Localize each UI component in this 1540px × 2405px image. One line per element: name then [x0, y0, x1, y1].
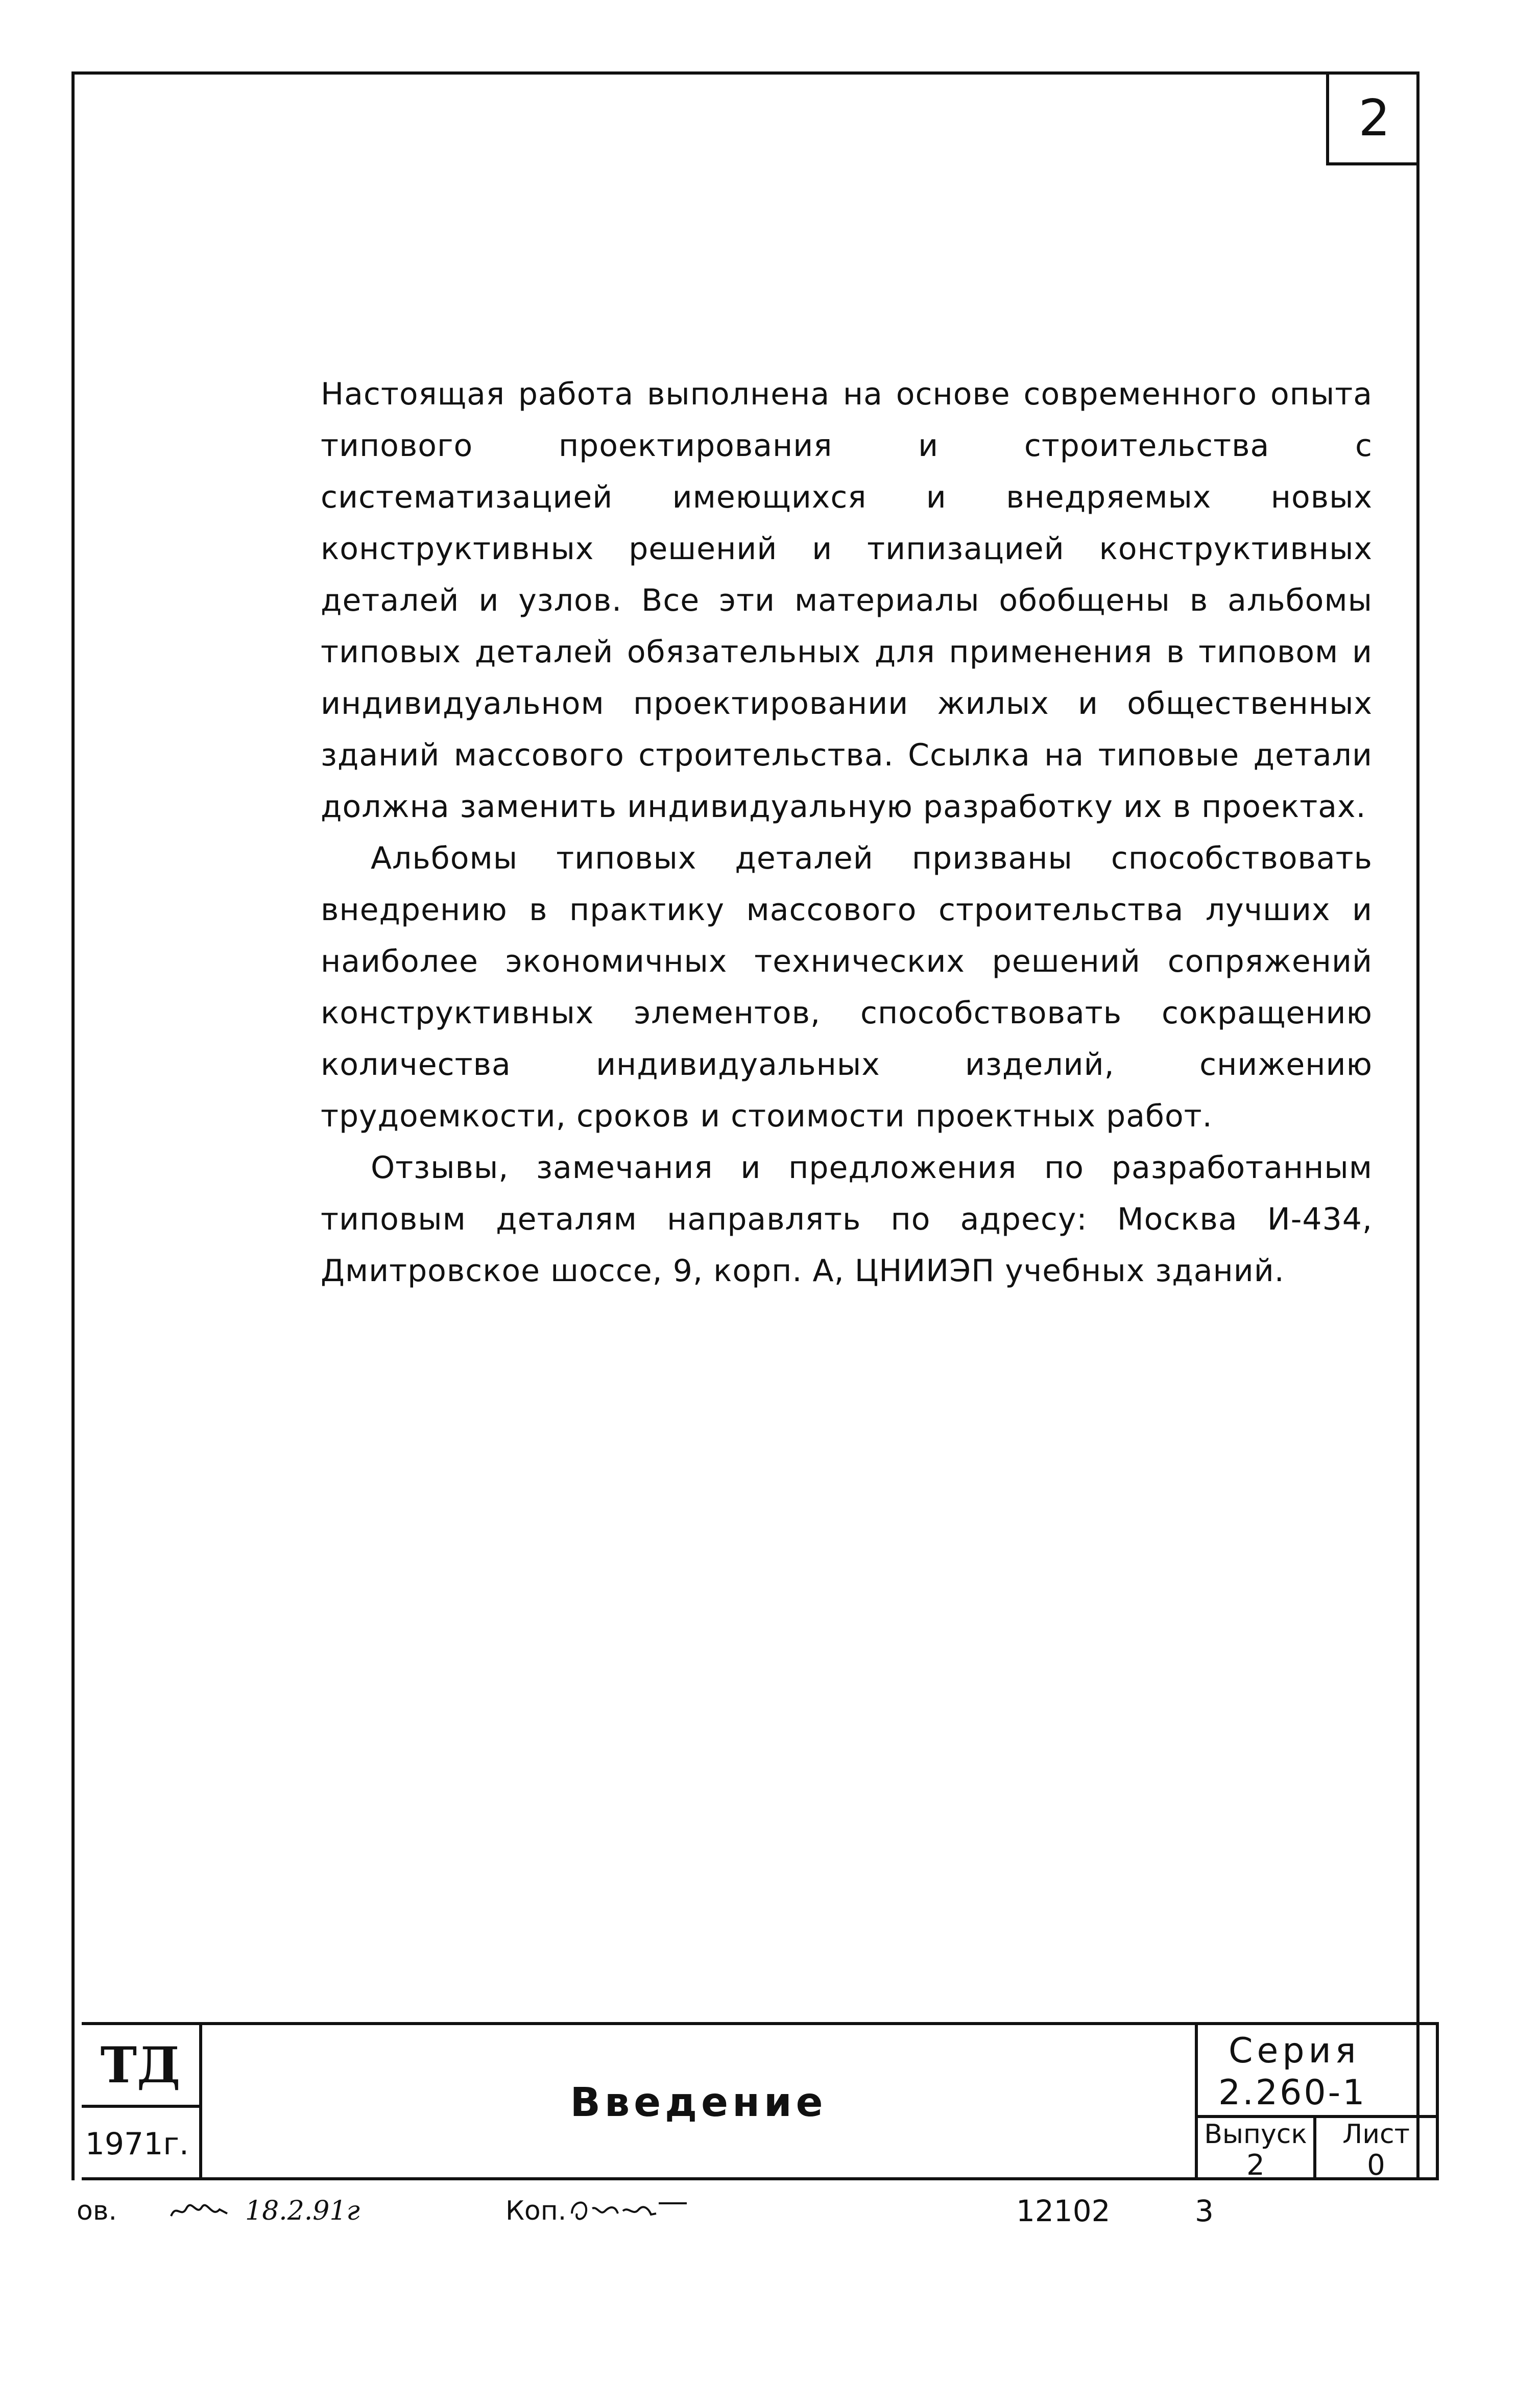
copy-label: Коп. — [506, 2196, 567, 2226]
copier-signature-scribble — [567, 2193, 689, 2229]
introduction-text — [321, 369, 1373, 1297]
series-label: Серия — [1229, 2030, 1360, 2071]
footer-date: 18.2.91г — [245, 2196, 360, 2226]
paragraph-2: Альбомы типовых деталей призваны способствовать внедрению в практику массового строительства лучших и наиболее экономичных технических решений сопряжений конструктивных элементов, способствовать сокращению количества индивидуальных изделий, снижению трудоемкости, сроков и стоимости проектных работ. — [321, 840, 1373, 1134]
sheet-label: Лист — [1342, 2119, 1410, 2150]
signature — [169, 2188, 230, 2234]
sheet-title: Введение — [570, 2080, 827, 2126]
year: 1971г. — [85, 2126, 189, 2162]
series-number: 2.260-1 — [1218, 2072, 1367, 2113]
paragraph-3: Отзывы, замечания и предложения по разработанным типовым деталям направлять по адресу: Москва И-434, Дмитровское шоссе, 9, корп. А, ЦНИИЭП учебных зданий. — [321, 1150, 1373, 1289]
paragraph-1: Настоящая работа выполнена на основе современного опыта типового проектирования и строительства с систематизацией имеющихся и внедряемых новых конструктивных решений и типизацией конструктивных деталей и узлов. Все эти материалы обобщены в альбомы типовых деталей обязательных для применения в типовом и индивидуальном проектировании жилых и общественных зданий массового строительства. Ссылка на типовые детали должна заменить индивидуальную разработку их в проектах. — [321, 376, 1373, 825]
page-number-box — [1326, 75, 1419, 165]
page-number: 2 — [1358, 89, 1390, 148]
sheet-value: 0 — [1367, 2148, 1385, 2182]
footer-prefix: ов. — [77, 2196, 117, 2226]
copier-signature — [567, 2188, 689, 2234]
document-code: ТД — [100, 2036, 181, 2094]
order-number: 12102 — [1016, 2194, 1111, 2228]
format-number: 3 — [1195, 2194, 1214, 2228]
issue-label: Выпуск — [1204, 2119, 1307, 2150]
signature-scribble — [169, 2198, 230, 2224]
issue-value: 2 — [1246, 2148, 1265, 2182]
title-block — [82, 2022, 1439, 2180]
